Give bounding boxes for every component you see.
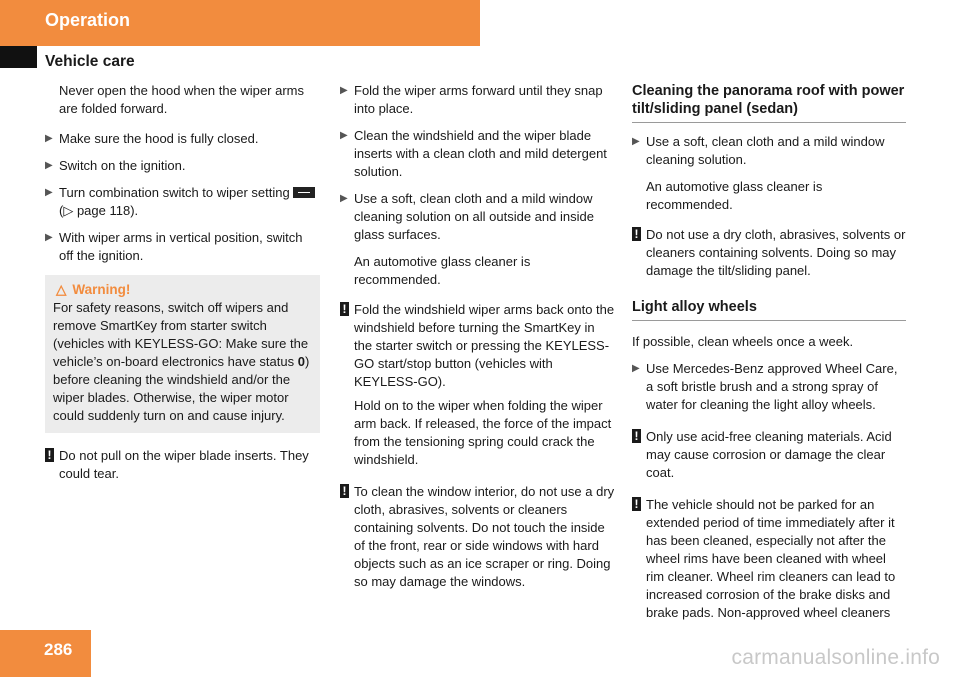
caution-note: ! Only use acid-free cleaning materials. Acid may cause corrosion or damage the clear coat. xyxy=(632,428,906,482)
column-right xyxy=(632,82,906,622)
arrow-icon: ▶ xyxy=(340,193,348,204)
warning-box xyxy=(45,275,320,433)
arrow-icon: ▶ xyxy=(45,160,53,171)
intro-text: Never open the hood when the wiper arms are folded forward. xyxy=(59,83,304,116)
arrow-icon: ▶ xyxy=(340,85,348,96)
exclamation-icon: ! xyxy=(45,448,54,462)
page-reference: (▷ page 118). xyxy=(59,203,139,218)
list-item: ▶ Clean the windshield and the wiper blade inserts with a clean cloth and mild detergent solution. xyxy=(340,128,607,179)
arrow-icon: ▶ xyxy=(45,133,53,144)
column-left xyxy=(45,82,320,483)
section-marker xyxy=(0,46,37,68)
list-item: ▶ Use a soft, clean cloth and a mild window cleaning solution on all outside and inside glass surfaces. xyxy=(340,191,594,242)
note-continuation: Hold on to the wiper when folding the wiper arm back. If released, the force of the impact from the tensioning spring could crack the windshield. xyxy=(354,398,612,467)
list-item: ▶ Use Mercedes-Benz approved Wheel Care, a soft bristle brush and a strong spray of water for cleaning the light alloy wheels. xyxy=(632,361,898,412)
arrow-icon: ▶ xyxy=(632,363,640,374)
caution-note: ! Do not pull on the wiper blade inserts. They could tear. xyxy=(45,447,320,483)
exclamation-icon: ! xyxy=(632,429,641,443)
arrow-icon: ▶ xyxy=(45,232,53,243)
section-heading: Cleaning the panorama roof with power tilt/sliding panel (sedan) xyxy=(632,82,906,123)
section-heading: Light alloy wheels xyxy=(632,298,906,321)
list-item: ▶ Switch on the ignition. xyxy=(45,158,186,173)
arrow-icon: ▶ xyxy=(45,187,53,198)
caution-note: ! Fold the windshield wiper arms back onto the windshield before turning the SmartKey in the starter switch or pressing the KEYLESS-GO start/stop button (vehicles with KEYLESS-GO). xyxy=(340,301,615,391)
sub-text: An automotive glass cleaner is recommended. xyxy=(646,179,823,212)
list-item: ▶ Make sure the hood is fully closed. xyxy=(45,131,259,146)
exclamation-icon: ! xyxy=(340,484,349,498)
chapter-title: Operation xyxy=(45,10,131,30)
caution-note: ! Do not use a dry cloth, abrasives, solvents or cleaners containing solvents. Doing so may damage the tilt/sliding panel. xyxy=(632,226,906,280)
list-item: ▶ Fold the wiper arms forward until they snap into place. xyxy=(340,83,603,116)
arrow-icon: ▶ xyxy=(632,136,640,147)
warning-triangle-icon: △ xyxy=(56,282,67,297)
warning-text: For safety reasons, switch off wipers and remove SmartKey from starter switch (vehicles with KEYLESS-GO: Make sure the vehicle’s on-board electronics have status 0) before cleaning the windshield and/or the wiper blades. Otherwise, the wiper motor could suddenly turn on and cause injury. xyxy=(53,300,310,423)
exclamation-icon: ! xyxy=(340,302,349,316)
exclamation-icon: ! xyxy=(632,227,641,241)
sub-text: An automotive glass cleaner is recommended. xyxy=(354,254,531,287)
wiper-switch-icon xyxy=(293,187,315,198)
arrow-icon: ▶ xyxy=(340,130,348,141)
page-number: 286 xyxy=(44,640,73,659)
list-item: ▶ With wiper arms in vertical position, switch off the ignition. xyxy=(45,230,303,263)
section-title: Vehicle care xyxy=(45,53,135,70)
body-text: If possible, clean wheels once a week. xyxy=(632,334,854,349)
caution-note: ! To clean the window interior, do not use a dry cloth, abrasives, solvents or cleaners containing solvents. Do not touch the inside of the front, rear or side windows with hard objects such as an ice scraper or ring. Doing so may damage the windows. xyxy=(340,483,615,591)
list-item: ▶ Use a soft, clean cloth and a mild window cleaning solution. xyxy=(632,134,885,167)
list-item: ▶ Turn combination switch to wiper setting (▷ page 118). xyxy=(45,184,320,220)
exclamation-icon: ! xyxy=(632,497,641,511)
warning-heading: △ Warning! xyxy=(56,282,131,297)
watermark: carmanualsonline.info xyxy=(731,646,940,669)
column-middle xyxy=(340,82,615,591)
caution-note: ! The vehicle should not be parked for an extended period of time immediately after it has been cleaned, especially not after the wheel rims have been cleaned with wheel rim cleaner. Wheel rim cleaners can lead to increased corrosion of the brake disks and brake pads. Non-approved wheel cleaners xyxy=(632,496,906,622)
